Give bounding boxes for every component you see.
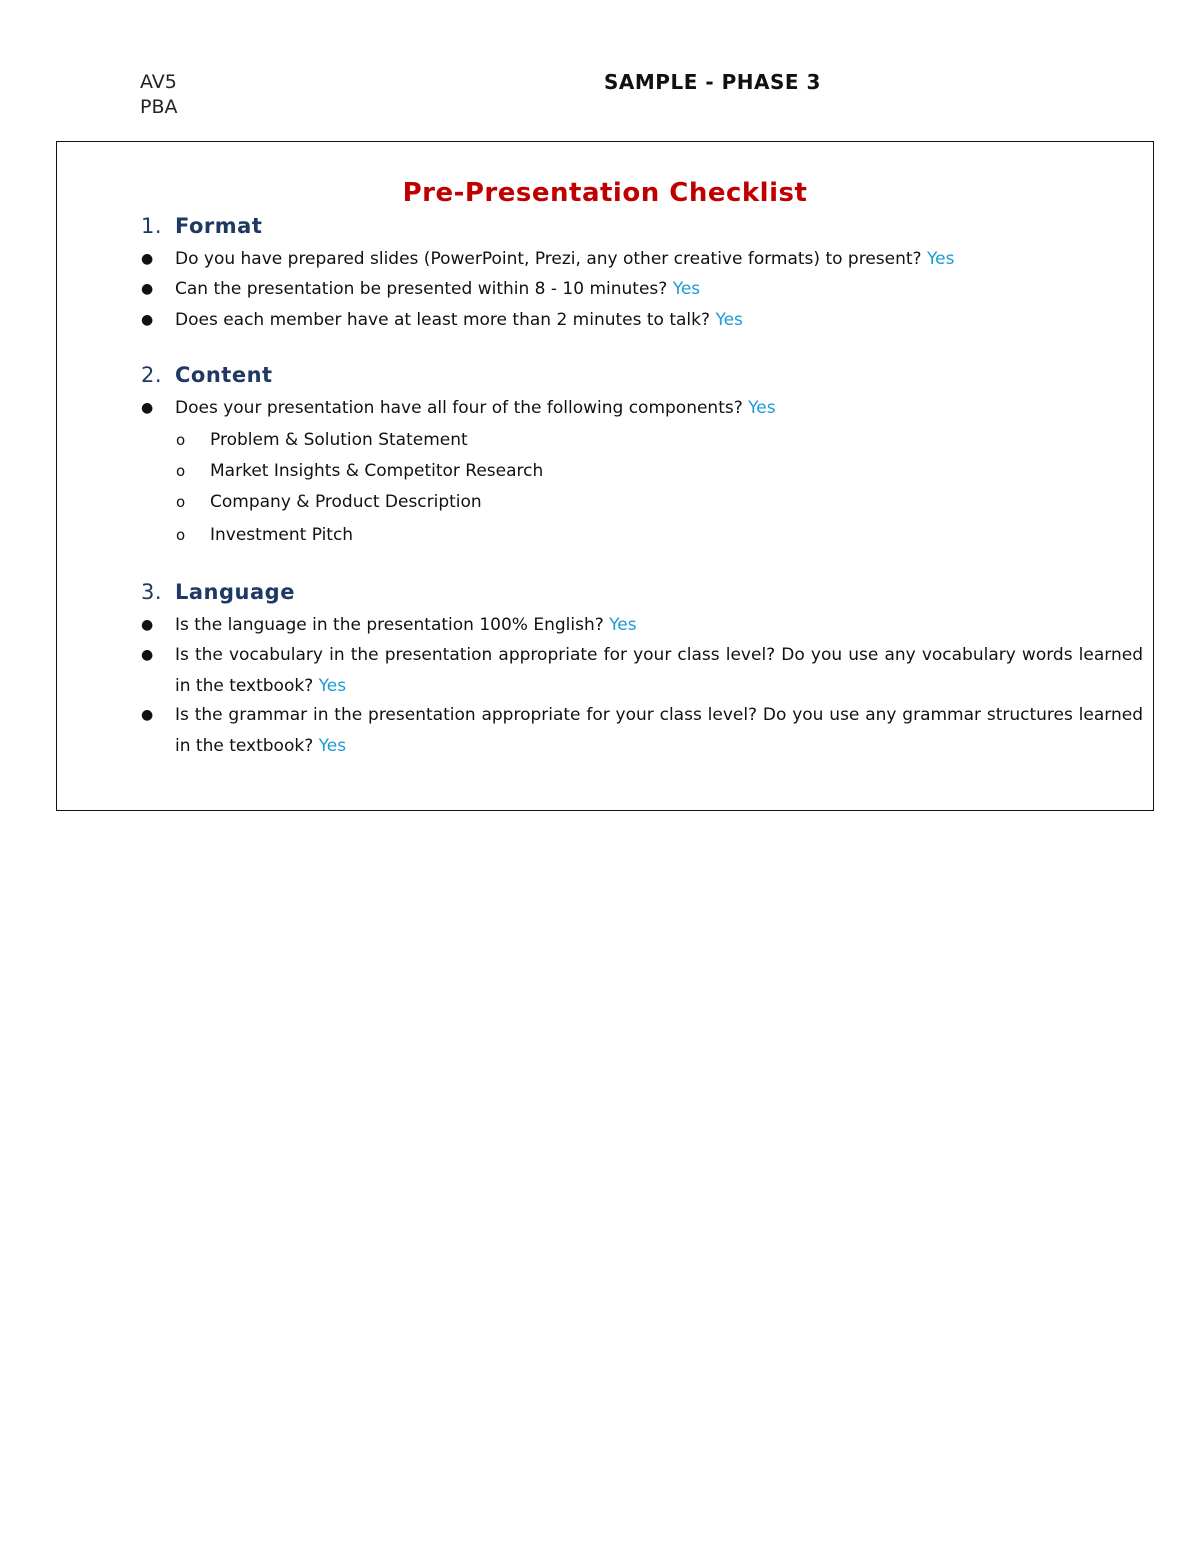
header-left xyxy=(140,70,178,120)
component-item: Market Insights & Competitor Research xyxy=(210,461,544,481)
section-number: 3. xyxy=(141,580,163,604)
header-assessment-type: PBA xyxy=(140,96,178,118)
question-text: Can the presentation be presented within 8 - 10 minutes? xyxy=(175,279,668,299)
section-title: Language xyxy=(175,580,295,604)
question-text: Do you have prepared slides (PowerPoint, Prezi, any other creative formats) to present? xyxy=(175,249,922,269)
answer-text: Yes xyxy=(318,735,347,756)
header-course-code: AV5 xyxy=(140,71,177,93)
header-phase-label: SAMPLE - PHASE 3 xyxy=(604,70,821,94)
question-text: Is the language in the presentation 100% English? xyxy=(175,615,604,635)
checklist-item xyxy=(175,305,1143,336)
bullet-icon: ● xyxy=(141,400,154,416)
bullet-icon: ● xyxy=(141,707,154,723)
answer-text: Yes xyxy=(715,310,743,330)
section-heading-language xyxy=(141,580,295,604)
bullet-icon: ● xyxy=(141,647,154,663)
question-text: Does your presentation have all four of the following components? xyxy=(175,398,743,418)
section-number: 1. xyxy=(141,214,163,238)
checklist-item xyxy=(175,640,1143,701)
answer-text: Yes xyxy=(318,675,347,696)
component-item: Investment Pitch xyxy=(210,525,354,545)
question-text: Is the grammar in the presentation appropriate for your class level? Do you use any grammar structures learned in the textbook? xyxy=(175,705,1143,756)
question-text: Is the vocabulary in the presentation appropriate for your class level? Do you use any vocabulary words learned in the textbook? xyxy=(175,645,1143,696)
answer-text: Yes xyxy=(609,615,637,635)
checklist-title: Pre-Presentation Checklist xyxy=(402,178,808,208)
checklist-item xyxy=(175,610,1143,641)
bullet-icon: ● xyxy=(141,281,154,297)
checklist-item xyxy=(175,244,1143,275)
bullet-icon: ● xyxy=(141,312,154,328)
sub-bullet-icon: o xyxy=(176,462,186,480)
checklist-item xyxy=(175,393,1143,424)
checklist-item xyxy=(175,700,1143,761)
section-heading-format xyxy=(141,214,262,238)
sub-bullet-icon: o xyxy=(176,493,186,511)
section-number: 2. xyxy=(141,363,163,387)
checklist-box xyxy=(56,141,1154,811)
answer-text: Yes xyxy=(672,279,701,299)
sub-bullet-icon: o xyxy=(176,526,186,544)
bullet-icon: ● xyxy=(141,251,154,267)
sub-bullet-icon: o xyxy=(176,431,186,449)
checklist-item xyxy=(175,274,1143,305)
bullet-icon: ● xyxy=(141,617,154,633)
answer-text: Yes xyxy=(926,249,955,269)
question-text: Does each member have at least more than 2 minutes to talk? xyxy=(175,310,711,330)
component-item: Problem & Solution Statement xyxy=(210,430,468,450)
component-item: Company & Product Description xyxy=(210,492,482,512)
section-title: Format xyxy=(175,214,263,238)
section-title: Content xyxy=(175,363,273,387)
answer-text: Yes xyxy=(748,398,776,418)
section-heading-content xyxy=(141,363,273,387)
